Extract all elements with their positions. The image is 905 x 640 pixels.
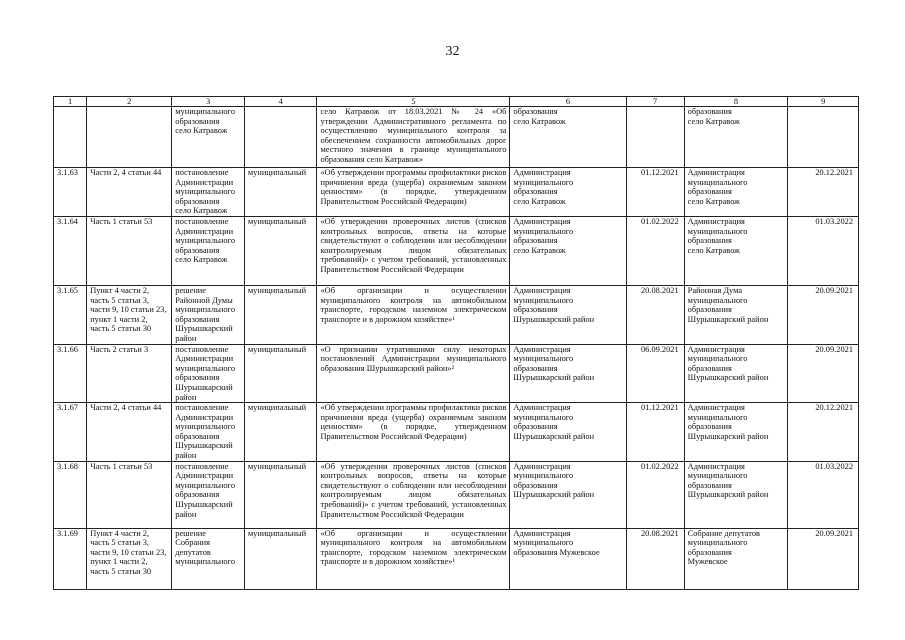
page-number: 32	[445, 44, 460, 59]
column-header: 3	[172, 97, 245, 107]
article-reference: Часть 1 статьи 53	[87, 461, 172, 528]
adopting-body: Администрация муниципального образования село Катравож	[684, 168, 788, 217]
developer-body: Администрация муниципального образования село Катравож	[510, 168, 626, 217]
end-date: 01.03.2022	[788, 216, 859, 285]
table-row	[54, 168, 859, 217]
adopting-body: Администрация муниципального образования Шурышкарский район	[684, 403, 788, 462]
regulations-table	[53, 96, 859, 590]
adopting-body: Собрание депутатов муниципального образования Мужевское	[684, 528, 788, 589]
document-title: «Об утверждении проверочных листов (списков контрольных вопросов, ответы на которые свидетельствуют о соблюдении или несоблюдении контролируемым лицом обязательных требований)» с учетом требований, установленных Правительством Российской Федерации	[317, 461, 510, 528]
row-number: 3.1.65	[54, 285, 87, 344]
regulation-level: муниципальный	[244, 461, 317, 528]
end-date: 20.12.2021	[788, 168, 859, 217]
column-header: 6	[510, 97, 626, 107]
developer-body: образования село Катравож	[510, 107, 626, 168]
adopting-body: образования село Катравож	[684, 107, 788, 168]
start-date: 01.12.2021	[626, 168, 684, 217]
table-row	[54, 403, 859, 462]
document-title: «Об организации и осуществлении муниципального контроля на автомобильном транспорте, городском наземном электрическом транспорте и в дорожном хозяйстве»¹	[317, 285, 510, 344]
start-date: 01.12.2021	[626, 403, 684, 462]
row-number: 3.1.64	[54, 216, 87, 285]
row-number: 3.1.63	[54, 168, 87, 217]
adopting-body: Администрация муниципального образования село Катравож	[684, 216, 788, 285]
document-title: село Катравож от 18.03.2021 № 24 «Об утверждении Административного регламента по осуществлению муниципального контроля за обеспечением сохранности автомобильных дорог местного значения в границе муниципального образования село Катравож»	[317, 107, 510, 168]
column-header: 1	[54, 97, 87, 107]
regulation-level: муниципальный	[244, 168, 317, 217]
column-header: 8	[684, 97, 788, 107]
table-row	[54, 285, 859, 344]
regulation-level: муниципальный	[244, 528, 317, 589]
regulation-level: муниципальный	[244, 216, 317, 285]
start-date: 01.02.2022	[626, 216, 684, 285]
end-date	[788, 107, 859, 168]
row-number	[54, 107, 87, 168]
column-header: 2	[87, 97, 172, 107]
developer-body: Администрация муниципального образования Шурышкарский район	[510, 461, 626, 528]
document-title: «О признании утратившими силу некоторых постановлений Администрации муниципального образования Шурышкарский район»²	[317, 344, 510, 403]
document-type: постановление Администрации муниципального образования село Катравож	[172, 216, 245, 285]
developer-body: Администрация муниципального образования Мужевское	[510, 528, 626, 589]
document-title: «Об утверждении программы профилактики рисков причинения вреда (ущерба) охраняемым законом ценностям» (в порядке, утвержденном Правительством Российской Федерации)	[317, 403, 510, 462]
column-header: 9	[788, 97, 859, 107]
regulation-level: муниципальный	[244, 344, 317, 403]
end-date: 01.03.2022	[788, 461, 859, 528]
row-number: 3.1.69	[54, 528, 87, 589]
start-date: 20.08.2021	[626, 285, 684, 344]
document-type: решение Районной Думы муниципального образования Шурышкарский район	[172, 285, 245, 344]
article-reference: Части 2, 4 статьи 44	[87, 168, 172, 217]
document-title: «Об утверждении программы профилактики рисков причинения вреда (ущерба) охраняемым законом ценностям» (в порядке, утвержденном Правительством Российской Федерации)	[317, 168, 510, 217]
row-number: 3.1.67	[54, 403, 87, 462]
developer-body: Администрация муниципального образования село Катравож	[510, 216, 626, 285]
table-row	[54, 344, 859, 403]
end-date: 20.09.2021	[788, 344, 859, 403]
document-type: решение Собрания депутатов муниципального	[172, 528, 245, 589]
developer-body: Администрация муниципального образования Шурышкарский район	[510, 403, 626, 462]
column-header: 4	[244, 97, 317, 107]
regulation-level: муниципальный	[244, 285, 317, 344]
column-header: 5	[317, 97, 510, 107]
developer-body: Администрация муниципального образования Шурышкарский район	[510, 344, 626, 403]
regulation-level	[244, 107, 317, 168]
developer-body: Администрация муниципального образования Шурышкарский район	[510, 285, 626, 344]
article-reference: Пункт 4 части 2, часть 5 статьи 3, части 9, 10 статьи 23, пункт 1 части 2, часть 5 статьи 30	[87, 528, 172, 589]
table-row	[54, 107, 859, 168]
start-date: 06.09.2021	[626, 344, 684, 403]
article-reference: Часть 1 статьи 53	[87, 216, 172, 285]
start-date: 20.08.2021	[626, 528, 684, 589]
end-date: 20.09.2021	[788, 528, 859, 589]
article-reference	[87, 107, 172, 168]
document-type: постановление Администрации муниципального образования Шурышкарский район	[172, 403, 245, 462]
table-header-row	[54, 97, 859, 107]
end-date: 20.12.2021	[788, 403, 859, 462]
row-number: 3.1.68	[54, 461, 87, 528]
document-title: «Об утверждении проверочных листов (списков контрольных вопросов, ответы на которые свидетельствуют о соблюдении или несоблюдении контролируемым лицом обязательных требований)» с учетом требований, установленных Правительством Российской Федерации	[317, 216, 510, 285]
article-reference: Часть 2 статьи 3	[87, 344, 172, 403]
end-date: 20.09.2021	[788, 285, 859, 344]
document-title: «Об организации и осуществлении муниципального контроля на автомобильном транспорте, городском наземном электрическом транспорте и в дорожном хозяйстве»¹	[317, 528, 510, 589]
adopting-body: Администрация муниципального образования Шурышкарский район	[684, 344, 788, 403]
table-row	[54, 216, 859, 285]
column-header: 7	[626, 97, 684, 107]
document-type: постановление Администрации муниципального образования Шурышкарский район	[172, 344, 245, 403]
article-reference: Пункт 4 части 2, часть 5 статьи 3, части 9, 10 статьи 23, пункт 1 части 2, часть 5 статьи 30	[87, 285, 172, 344]
adopting-body: Районная Дума муниципального образования Шурышкарский район	[684, 285, 788, 344]
document-type: муниципального образования село Катравож	[172, 107, 245, 168]
document-type: постановление Администрации муниципального образования село Катравож	[172, 168, 245, 217]
row-number: 3.1.66	[54, 344, 87, 403]
start-date	[626, 107, 684, 168]
adopting-body: Администрация муниципального образования Шурышкарский район	[684, 461, 788, 528]
document-type: постановление Администрации муниципального образования Шурышкарский район	[172, 461, 245, 528]
table-row	[54, 528, 859, 589]
article-reference: Части 2, 4 статьи 44	[87, 403, 172, 462]
start-date: 01.02.2022	[626, 461, 684, 528]
table-row	[54, 461, 859, 528]
regulation-level: муниципальный	[244, 403, 317, 462]
